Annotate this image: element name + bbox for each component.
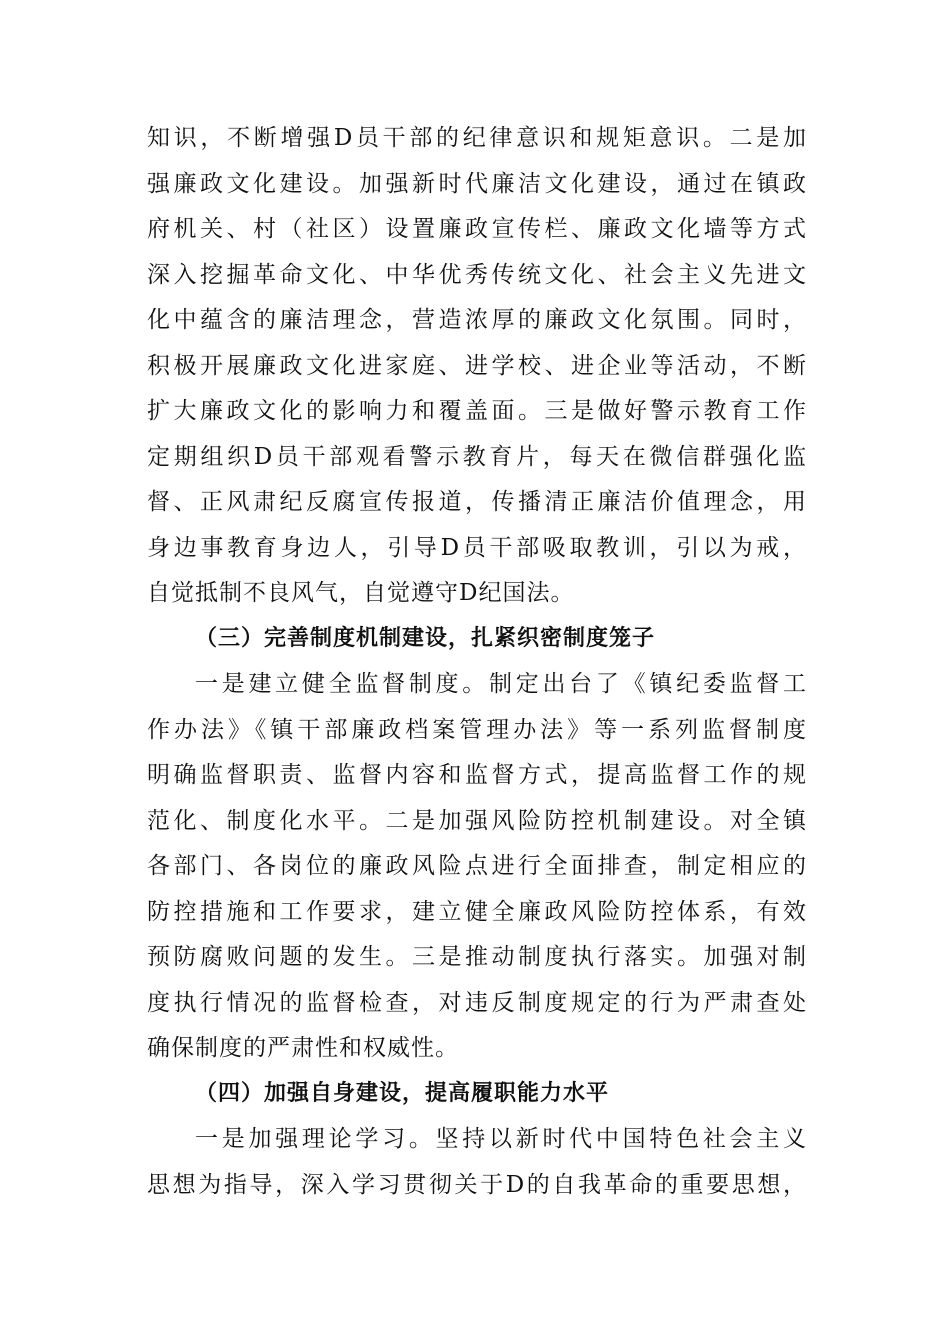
paragraph-line: 作办法》《镇干部廉政档案管理办法》等一系列监督制度: [147, 717, 807, 743]
paragraph-line: 一是加强理论学习。坚持以新时代中国特色社会主义: [195, 1126, 807, 1152]
paragraph-line: 确保制度的严肃性和权威性。: [147, 1035, 459, 1061]
paragraph-line: 强廉政文化建设。加强新时代廉洁文化建设，通过在镇政: [147, 171, 807, 197]
paragraph-line: 一是建立健全监督制度。制定出台了《镇纪委监督工: [195, 671, 807, 697]
paragraph-line: 各部门、各岗位的廉政风险点进行全面排查，制定相应的: [147, 853, 807, 879]
paragraph-line: 定期组织D员干部观看警示教育片，每天在微信群强化监: [147, 444, 807, 470]
paragraph-line: 度执行情况的监督检查，对违反制度规定的行为严肃查处: [147, 990, 807, 1016]
section-heading-4: （四）加强自身建设，提高履职能力水平: [195, 1081, 610, 1106]
paragraph-line: 自觉抵制不良风气，自觉遵守D纪国法。: [147, 580, 575, 606]
paragraph-line: 知识，不断增强D员干部的纪律意识和规矩意识。二是加: [147, 125, 807, 151]
paragraph-line: 积极开展廉政文化进家庭、进学校、进企业等活动，不断: [147, 353, 807, 379]
paragraph-line: 扩大廉政文化的影响力和覆盖面。三是做好警示教育工作: [147, 398, 807, 424]
paragraph-line: 明确监督职责、监督内容和监督方式，提高监督工作的规: [147, 762, 807, 788]
section-heading-3: （三）完善制度机制建设，扎紧织密制度笼子: [195, 626, 656, 651]
paragraph-line: 深入挖掘革命文化、中华优秀传统文化、社会主义先进文: [147, 262, 807, 288]
paragraph-line: 化中蕴含的廉洁理念，营造浓厚的廉政文化氛围。同时，: [147, 307, 807, 333]
paragraph-line: 思想为指导，深入学习贯彻关于D的自我革命的重要思想，: [147, 1172, 807, 1198]
paragraph-line: 身边事教育身边人，引导D员干部吸取教训，引以为戒，: [147, 535, 807, 561]
paragraph-line: 督、正风肃纪反腐宣传报道，传播清正廉洁价值理念，用: [147, 489, 807, 515]
paragraph-line: 范化、制度化水平。二是加强风险防控机制建设。对全镇: [147, 808, 807, 834]
paragraph-line: 预防腐败问题的发生。三是推动制度执行落实。加强对制: [147, 944, 807, 970]
paragraph-line: 防控措施和工作要求，建立健全廉政风险防控体系，有效: [147, 899, 807, 925]
paragraph-line: 府机关、村（社区）设置廉政宣传栏、廉政文化墙等方式: [147, 216, 807, 242]
